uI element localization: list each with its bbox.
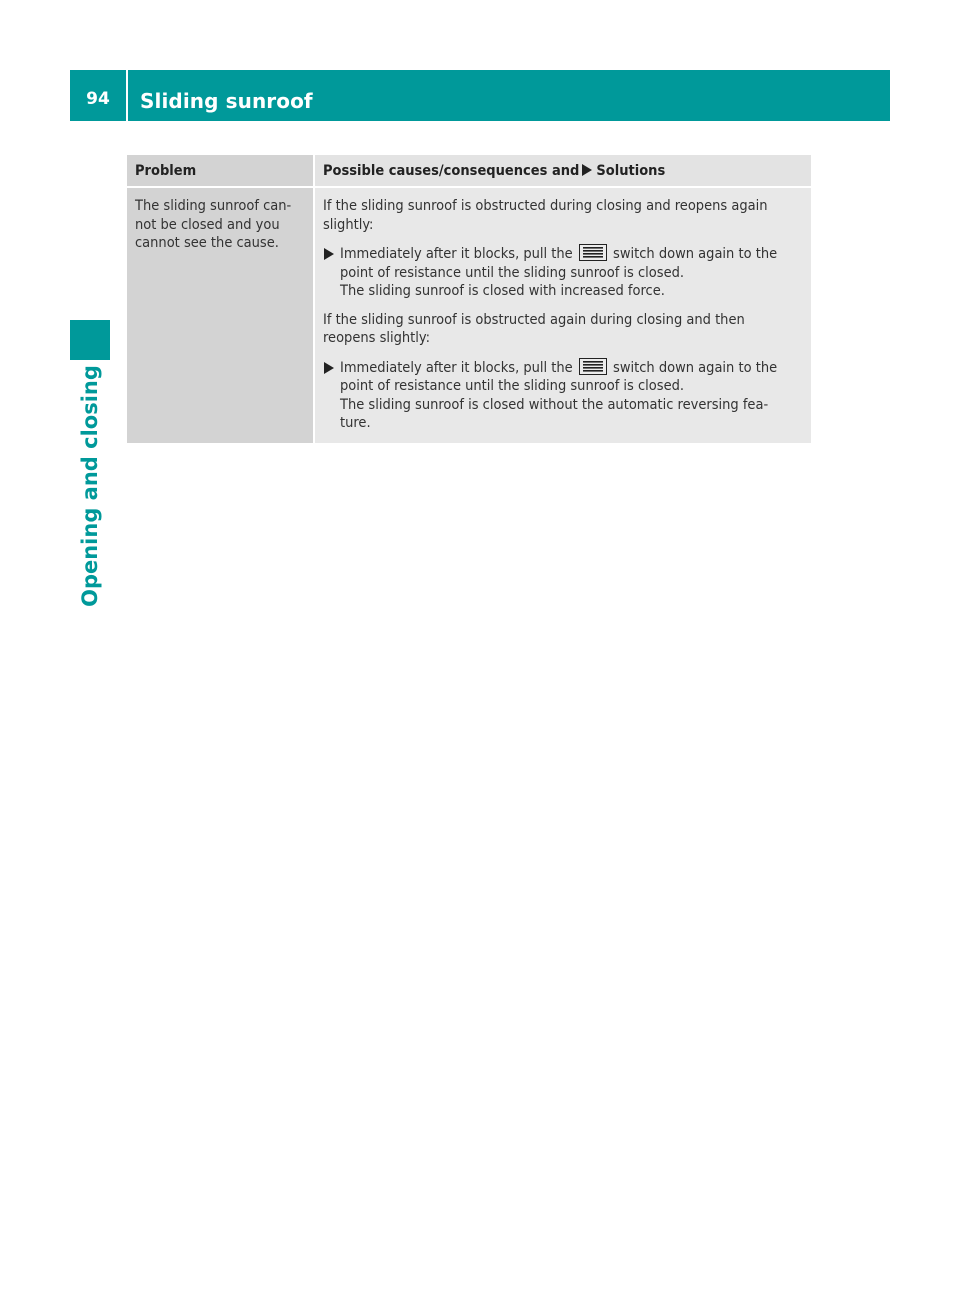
sunroof-switch-icon bbox=[579, 244, 607, 261]
solution-second-intro-line: reopens slightly: bbox=[323, 330, 430, 346]
header-divider bbox=[126, 70, 128, 121]
solutions-header-suffix: Solutions bbox=[596, 163, 666, 179]
solution-intro-line: slightly: bbox=[323, 216, 374, 233]
solution-intro bbox=[323, 197, 803, 234]
sunroof-switch-icon bbox=[579, 358, 607, 375]
column-header-problem: Problem bbox=[127, 155, 314, 187]
section-label: Opening and closing bbox=[78, 365, 102, 607]
step-2-text-after-icon: switch down again to the bbox=[613, 359, 778, 376]
table-header-row bbox=[127, 155, 811, 187]
solution-step-1 bbox=[323, 244, 803, 301]
problem-text-line: The sliding sunroof can- bbox=[135, 198, 292, 214]
step-1-line-1 bbox=[340, 244, 803, 264]
step-1-line-2: point of resistance until the sliding sunroof is closed. bbox=[340, 264, 685, 281]
solution-cell bbox=[314, 187, 811, 443]
problem-cell bbox=[127, 187, 314, 443]
step-1-result: The sliding sunroof is closed with increased force. bbox=[340, 283, 665, 299]
solutions-header-prefix: Possible causes/consequences and bbox=[323, 163, 580, 179]
step-2-text-before-icon: Immediately after it blocks, pull the bbox=[340, 359, 573, 376]
solution-second-intro bbox=[323, 311, 803, 348]
solution-step-2 bbox=[323, 358, 803, 433]
step-2-line-1 bbox=[340, 358, 803, 378]
action-arrow-icon bbox=[582, 164, 592, 176]
solution-intro-line: If the sliding sunroof is obstructed during closing and reopens again bbox=[323, 198, 768, 214]
section-marker bbox=[70, 320, 110, 360]
page-title: Sliding sunroof bbox=[140, 89, 313, 113]
action-arrow-icon bbox=[324, 248, 334, 260]
problem-text-line: cannot see the cause. bbox=[135, 235, 279, 251]
action-arrow-icon bbox=[324, 362, 334, 374]
problem-text-line: not be closed and you bbox=[135, 216, 280, 233]
step-1-text-before-icon: Immediately after it blocks, pull the bbox=[340, 246, 573, 262]
table-row bbox=[127, 187, 811, 443]
column-header-solutions bbox=[314, 155, 811, 187]
page-number: 94 bbox=[86, 89, 110, 109]
solution-second-intro-line: If the sliding sunroof is obstructed again during closing and then bbox=[323, 311, 745, 328]
step-2-result-line-1: The sliding sunroof is closed without the automatic reversing fea- bbox=[340, 396, 769, 413]
troubleshooting-table bbox=[127, 155, 811, 443]
step-1-text-after-icon: switch down again to the bbox=[613, 246, 778, 262]
step-2-line-2: point of resistance until the sliding sunroof is closed. bbox=[340, 378, 685, 394]
step-2-result-line-2: ture. bbox=[340, 415, 371, 431]
